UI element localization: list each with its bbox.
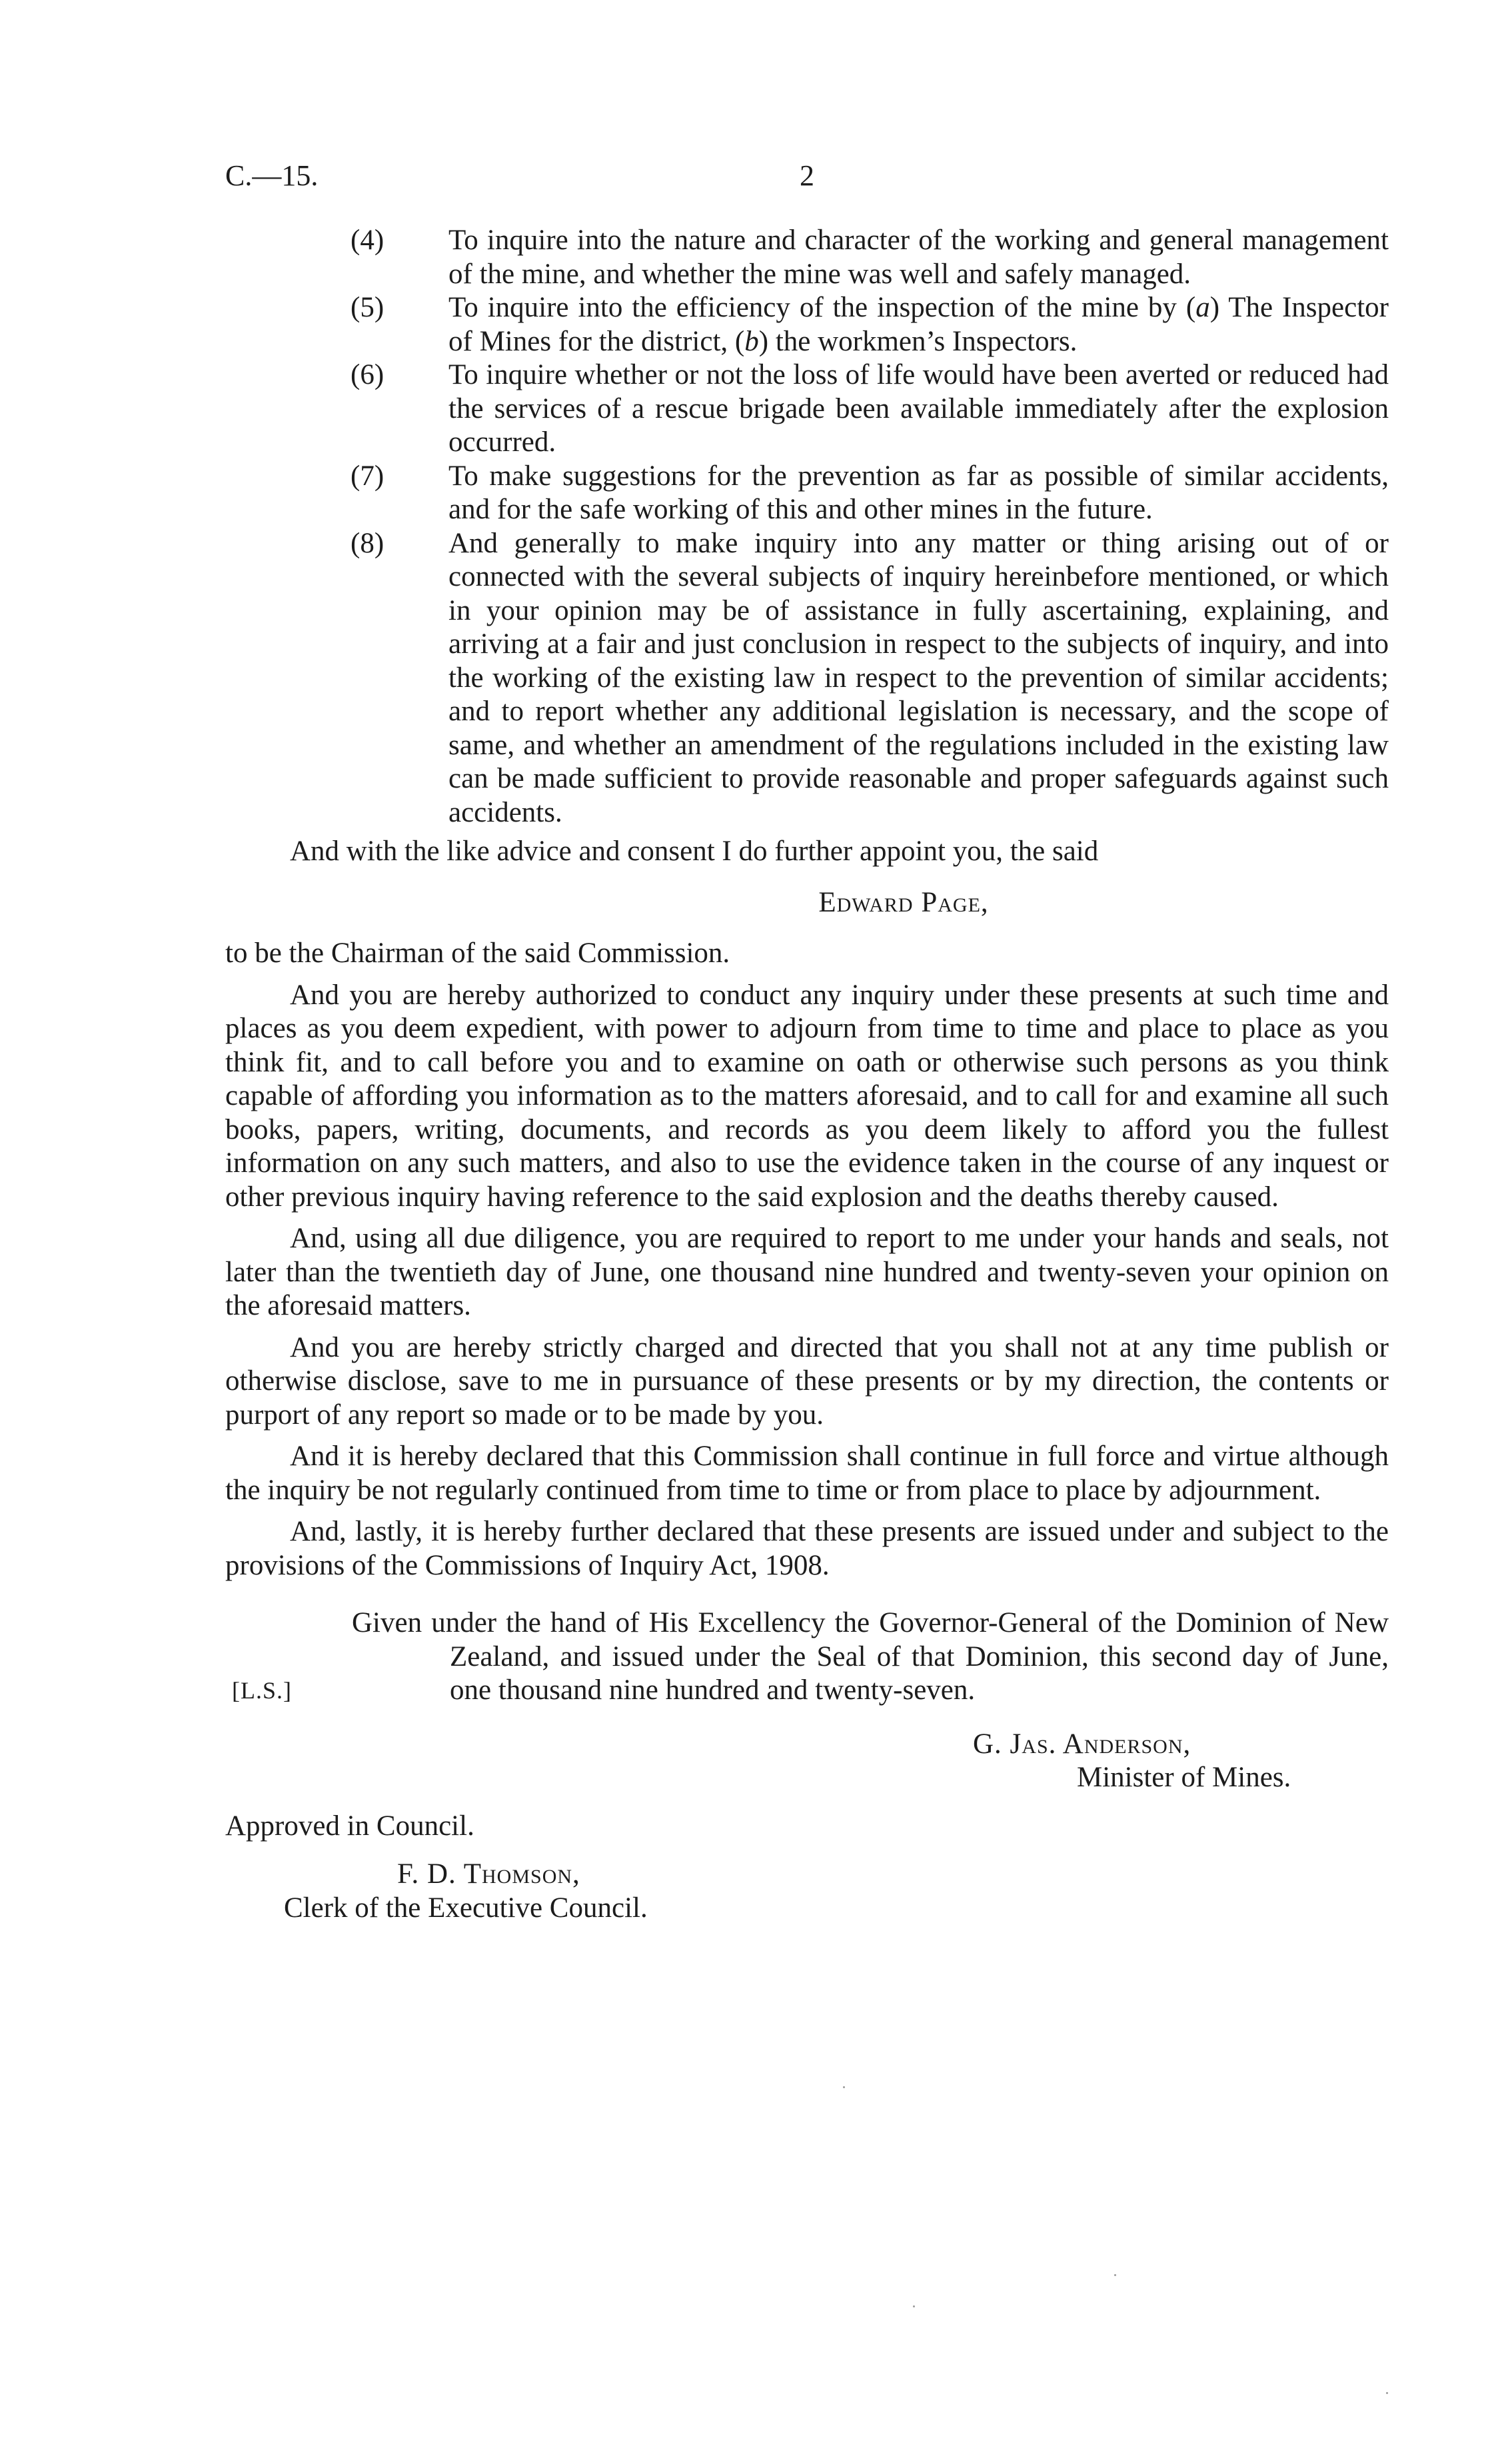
inquiry-terms-list	[351, 224, 1389, 830]
clerk-title: Clerk of the Executive Council.	[284, 1892, 648, 1924]
item-text: And generally to make inquiry into any matter or thing arising out of or connected with the several subjects of inquiry hereinbefore mentioned, or which in your opinion may be of assistance in fully ascertaining, explaining, and arriving at a fair and just conclusion in respect to the subjects of inquiry, and into the working of the existing law in respect to the prevention of similar accidents; and to report whether any additional legislation is necessary, and the scope of same, and whether an amendment of the regulations included in the existing law can be made sufficient to provide reasonable and proper safeguards against such accidents.	[448, 527, 1389, 828]
list-item	[351, 358, 1389, 460]
item-text: To inquire into the nature and character of the working and general management of the mine, and whether the mine was well and safely managed.	[448, 225, 1389, 290]
list-item	[351, 291, 1389, 358]
body-paragraph: And you are hereby strictly charged and directed that you shall not at any time publish or otherwise disclose, save to me in pursuance of these presents or by my direction, the contents or purport of any report so made or to be made by you.	[225, 1331, 1389, 1431]
item-text-part: ) The Inspector of Mines for the district, (	[448, 292, 1389, 357]
document-number: C.—15.	[225, 159, 319, 192]
body-paragraph: And you are hereby authorized to conduct any inquiry under these presents at such time and places as you deem expedient, with power to adjourn from time to time and place to place as you think fit, and to call before you and to examine on oath or otherwise such persons as you think capable of affording you information as to the matters aforesaid, and to call for and examine all such books, papers, writing, documents, and records as you deem likely to afford you the fullest information on any such matters, and also to use the evidence taken in the course of any inquest or other previous inquiry having reference to the said explosion and the deaths thereby caused.	[225, 979, 1389, 1213]
clerk-signature	[284, 1858, 1389, 1925]
document-body	[225, 224, 1389, 1925]
given-under-hand-block	[232, 1606, 1389, 1708]
clerk-name: F. D. Thomson,	[397, 1858, 580, 1890]
body-paragraph: And, lastly, it is hereby further declared that these presents are issued under and subject to the provisions of the Commissions of Inquiry Act, 1908.	[225, 1516, 1389, 1581]
body-paragraph: And, using all due diligence, you are required to report to me under your hands and seals, not later than the twentieth day of June, one thousand nine hundred and twenty-seven your opinion on the aforesaid matters.	[225, 1223, 1389, 1321]
item-number: (8)	[351, 527, 384, 559]
item-number: (5)	[351, 292, 384, 323]
page-number: 2	[800, 159, 814, 192]
item-number: (4)	[351, 225, 384, 256]
chairman-name: Edward Page,	[818, 886, 989, 918]
minister-signature	[973, 1728, 1389, 1795]
scan-speck	[843, 2086, 845, 2088]
item-number: (6)	[351, 359, 384, 390]
seal-mark: [L.S.]	[232, 1677, 292, 1704]
scan-speck	[913, 2305, 915, 2307]
item-text-part: ) the workmen’s Inspectors.	[758, 325, 1078, 357]
scan-speck	[1114, 2274, 1116, 2276]
list-item	[351, 224, 1389, 291]
item-text: To make suggestions for the prevention as far as possible of similar accidents, and for the safe working of this and other mines in the future.	[448, 460, 1389, 525]
chairman-line: to be the Chairman of the said Commission.	[225, 937, 730, 969]
item-number: (7)	[351, 460, 384, 492]
item-text	[448, 292, 1389, 357]
list-item	[351, 460, 1389, 527]
minister-title: Minister of Mines.	[1077, 1762, 1291, 1793]
minister-name: G. Jas. Anderson,	[973, 1728, 1191, 1760]
italic-letter: a	[1195, 292, 1210, 323]
italic-letter: b	[744, 325, 759, 357]
page-header	[225, 159, 1391, 205]
scan-speck	[1386, 2392, 1388, 2394]
item-text: To inquire whether or not the loss of life would have been averted or reduced had the services of a rescue brigade been available immediately after the explosion occurred.	[448, 359, 1389, 458]
item-text-part: To inquire into the efficiency of the inspection of the mine by (	[448, 292, 1196, 323]
appointment-paragraph: And with the like advice and consent I do further appoint you, the said	[290, 836, 1099, 867]
approved-in-council: Approved in Council.	[225, 1810, 474, 1842]
given-text: Given under the hand of His Excellency the Governor-General of the Dominion of New Zealand, and issued under the Seal of that Dominion, this second day of June, one thousand nine hundred and twenty-seven.	[352, 1607, 1389, 1706]
list-item	[351, 527, 1389, 830]
body-paragraph: And it is hereby declared that this Commission shall continue in full force and virtue although the inquiry be not regularly continued from time to time or from place to place by adjournment.	[225, 1441, 1389, 1506]
